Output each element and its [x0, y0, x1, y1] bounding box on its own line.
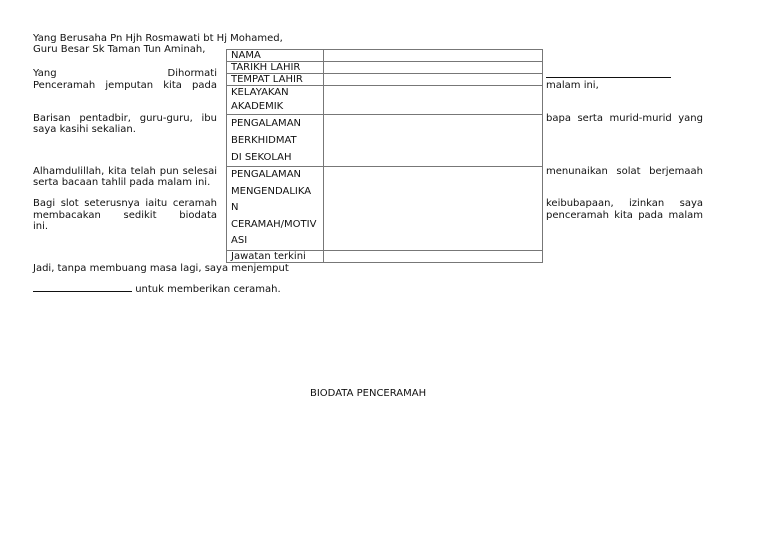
beri-text: untuk memberikan ceramah. — [135, 284, 281, 295]
word: biodata — [179, 210, 217, 221]
word: kita — [108, 166, 127, 177]
word: solat — [616, 166, 641, 177]
beri-line — [33, 284, 281, 295]
table-row — [227, 50, 543, 62]
word: seterusnya — [84, 198, 140, 209]
word: pada — [638, 210, 664, 221]
word: saya — [679, 198, 703, 209]
label-kelayakan — [227, 86, 324, 115]
value-pengalaman-ceramah[interactable] — [324, 167, 543, 251]
word: Bagi — [33, 198, 56, 209]
label-tempat-lahir: TEMPAT LAHIR — [227, 74, 324, 86]
value-tempat-lahir[interactable] — [324, 74, 543, 86]
table-row — [227, 74, 543, 86]
label-tarikh-lahir: TARIKH LAHIR — [227, 62, 324, 74]
word: ibu — [201, 113, 217, 124]
biodata-table — [226, 49, 543, 263]
word: malam — [668, 210, 703, 221]
word: guru-guru, — [139, 113, 193, 124]
table-row — [227, 86, 543, 115]
label-line: PENGALAMAN — [231, 169, 302, 180]
label-line: PENGALAMAN — [231, 118, 302, 129]
label-line: N — [231, 202, 239, 213]
table-row — [227, 167, 543, 251]
word: membacakan — [33, 210, 101, 221]
word: selesai — [182, 166, 217, 177]
word: Penceramah — [33, 80, 96, 91]
label-line: BERKHIDMAT — [231, 135, 297, 146]
label-pengalaman-berkhidmat — [227, 115, 324, 167]
label-line: AKADEMIK — [231, 101, 284, 112]
table-row — [227, 115, 543, 167]
word: kita — [163, 80, 182, 91]
salutation-line-2: Guru Besar Sk Taman Tun Aminah, — [33, 44, 206, 55]
slot-line — [33, 198, 217, 209]
label-line: DI SEKOLAH — [231, 152, 292, 163]
tahlil-line: serta bacaan tahlil pada malam ini. — [33, 177, 211, 188]
word: kita — [614, 210, 633, 221]
biodata-caption: BIODATA PENCERAMAH — [310, 388, 427, 399]
ini-line: ini. — [33, 221, 49, 232]
word: pada — [192, 80, 217, 91]
word: izinkan — [629, 198, 665, 209]
alham-line — [33, 166, 217, 177]
barisan-line — [33, 113, 217, 124]
word: bapa — [546, 113, 571, 124]
name-blank — [33, 291, 132, 292]
word: menunaikan — [546, 166, 608, 177]
salutation-line-1: Yang Berusaha Pn Hjh Rosmawati bt Hj Mohamed, — [33, 33, 283, 44]
word: sedikit — [123, 210, 157, 221]
word: iaitu — [145, 198, 168, 209]
value-nama[interactable] — [324, 50, 543, 62]
menunaikan-line — [546, 166, 703, 177]
label-line: MENGENDALIKA — [231, 185, 312, 197]
kasihi-line: saya kasihi sekalian. — [33, 124, 136, 135]
label-line: CERAMAH/MOTIV — [231, 218, 317, 230]
malam-line: malam ini, — [546, 80, 599, 91]
word: murid-murid — [609, 113, 672, 124]
right-blank-line — [546, 77, 671, 78]
pence-line — [546, 210, 703, 221]
word: Alhamdulillah, — [33, 166, 105, 177]
word: keibubapaan, — [546, 198, 614, 209]
word: penceramah — [546, 210, 609, 221]
word: slot — [60, 198, 79, 209]
label-line: ASI — [231, 235, 248, 246]
label-pengalaman-ceramah — [227, 167, 324, 251]
word: serta — [577, 113, 603, 124]
bapa-line — [546, 113, 703, 124]
word: ceramah — [172, 198, 217, 209]
value-tarikh-lahir[interactable] — [324, 62, 543, 74]
value-jawatan[interactable] — [324, 250, 543, 262]
speaker-line — [33, 80, 217, 91]
value-pengalaman-berkhidmat[interactable] — [324, 115, 543, 167]
word: yang — [678, 113, 703, 124]
word: Barisan — [33, 113, 71, 124]
word: jemputan — [105, 80, 154, 91]
respect-line — [33, 68, 217, 79]
keibu-line — [546, 198, 703, 209]
word: telah — [130, 166, 156, 177]
word: pentadbir, — [79, 113, 131, 124]
label-line: KELAYAKAN — [231, 87, 289, 98]
table-row — [227, 250, 543, 262]
label-jawatan: Jawatan terkini — [227, 250, 324, 262]
word: Dihormati — [167, 68, 217, 79]
label-nama: NAMA — [227, 50, 324, 62]
table-row — [227, 62, 543, 74]
word: pun — [159, 166, 179, 177]
membacakan-line — [33, 210, 217, 221]
word: berjemaah — [649, 166, 703, 177]
value-kelayakan[interactable] — [324, 86, 543, 115]
word: Yang — [33, 68, 57, 79]
jadi-line: Jadi, tanpa membuang masa lagi, saya menjemput — [33, 263, 289, 274]
